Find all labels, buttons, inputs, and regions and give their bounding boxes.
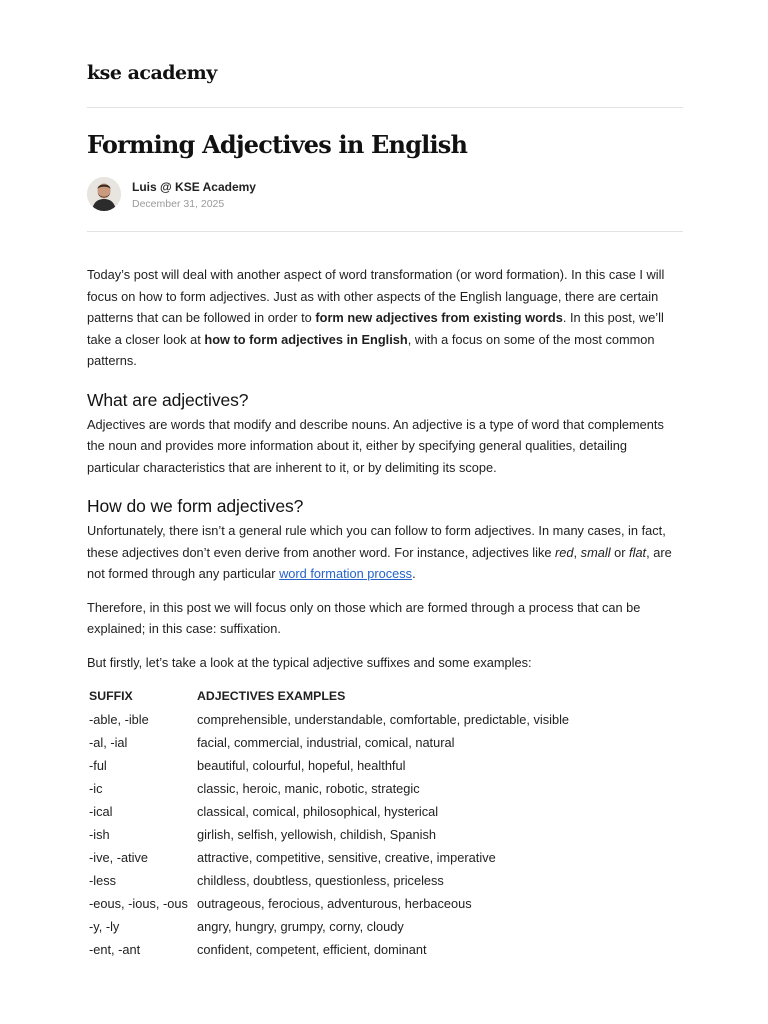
suffix-cell: -al, -ial <box>89 734 128 750</box>
table-row <box>87 800 683 823</box>
suffix-cell: -y, -ly <box>89 918 120 934</box>
suffix-cell: -ive, -ative <box>89 849 149 865</box>
examples-cell: classic, heroic, manic, robotic, strategic <box>197 780 420 796</box>
intro-paragraph <box>87 264 683 372</box>
examples-cell: comprehensible, understandable, comfortable, predictable, visible <box>197 711 570 727</box>
avatar[interactable] <box>87 177 121 211</box>
column-header-suffix: SUFFIX <box>89 688 133 703</box>
how-text: or <box>610 544 630 560</box>
section-heading-how: How do we form adjectives? <box>87 496 304 516</box>
what-paragraph: Adjectives are words that modify and describe nouns. An adjective is a type of word that complements the noun and provides more information about it, either by specifying general qualities, detailing particular characteristics that are inherent to it, or by delimiting its scope. <box>87 416 664 475</box>
author-block <box>87 176 683 212</box>
how-paragraph <box>87 520 683 585</box>
table-row <box>87 731 683 754</box>
intro-text: Today’s post will deal with another aspect of word transformation (or word formation). In this case I will focus on how to form adjectives. Just as with other aspects of the English language, there are certain patterns that can be followed in order to <box>87 267 665 325</box>
word-formation-link[interactable]: word formation process <box>279 566 413 581</box>
how-text: . <box>412 566 416 581</box>
suffix-cell: -ful <box>89 757 107 773</box>
table-header-row <box>87 685 683 708</box>
section-heading-what: What are adjectives? <box>87 389 249 410</box>
table-row <box>87 892 683 915</box>
page-title: Forming Adjectives in English <box>87 130 468 159</box>
how-text: , are not formed through any particular <box>87 544 672 581</box>
examples-cell: angry, hungry, grumpy, corny, cloudy <box>197 918 404 934</box>
examples-cell: facial, commercial, industrial, comical, natural <box>197 734 455 750</box>
suffix-cell: -eous, -ious, -ous <box>89 895 188 911</box>
suffix-cell: -ic <box>89 780 103 796</box>
examples-cell: classical, comical, philosophical, hysterical <box>197 803 439 819</box>
table-row <box>87 846 683 869</box>
example-word: flat <box>629 544 647 560</box>
table-row <box>87 754 683 777</box>
examples-cell: outrageous, ferocious, adventurous, herbaceous <box>197 895 472 911</box>
examples-cell: attractive, competitive, sensitive, creative, imperative <box>197 849 496 865</box>
table-row <box>87 777 683 800</box>
how-text: Unfortunately, there isn’t a general rule which you can follow to form adjectives. In many cases, in fact, these adjectives don’t even derive from another word. For instance, adjectives like <box>87 523 666 560</box>
table-row <box>87 708 683 731</box>
author-avatar-icon <box>87 177 121 211</box>
suffix-cell: -ical <box>89 803 113 819</box>
site-logo[interactable]: kse academy <box>87 62 217 84</box>
suffix-table <box>87 685 683 961</box>
intro-text: . In this post, we’ll take a closer look at <box>87 310 664 347</box>
example-word: red <box>555 544 574 560</box>
table-row <box>87 915 683 938</box>
suffix-cell: -less <box>89 872 117 888</box>
table-row <box>87 823 683 846</box>
intro-text: , with a focus on some of the most common patterns. <box>87 331 655 368</box>
suffix-cell: -able, -ible <box>89 711 149 727</box>
intro-bold-text: form new adjectives from existing words <box>315 310 563 325</box>
therefore-paragraph: Therefore, in this post we will focus only on those which are formed through a process that can be explained; in this case: suffixation. <box>87 599 641 636</box>
table-row <box>87 938 683 961</box>
examples-cell: childless, doubtless, questionless, priceless <box>197 872 444 888</box>
suffix-cell: -ish <box>89 826 110 842</box>
firstly-paragraph: But firstly, let’s take a look at the typical adjective suffixes and some examples: <box>87 654 532 670</box>
intro-bold-text: how to form adjectives in English <box>204 331 408 347</box>
examples-cell: girlish, selfish, yellowish, childish, Spanish <box>197 826 436 842</box>
table-row <box>87 869 683 892</box>
article-body <box>87 264 683 961</box>
examples-cell: confident, competent, efficient, dominant <box>197 941 427 957</box>
header-divider <box>87 107 683 108</box>
meta-divider <box>87 231 683 232</box>
examples-cell: beautiful, colourful, hopeful, healthful <box>197 757 406 773</box>
author-name[interactable]: Luis @ KSE Academy <box>132 180 256 194</box>
column-header-examples: ADJECTIVES EXAMPLES <box>197 688 346 703</box>
post-date: December 31, 2025 <box>132 198 225 210</box>
how-text: , <box>573 544 581 560</box>
suffix-cell: -ent, -ant <box>89 941 141 957</box>
example-word: small <box>580 544 611 560</box>
